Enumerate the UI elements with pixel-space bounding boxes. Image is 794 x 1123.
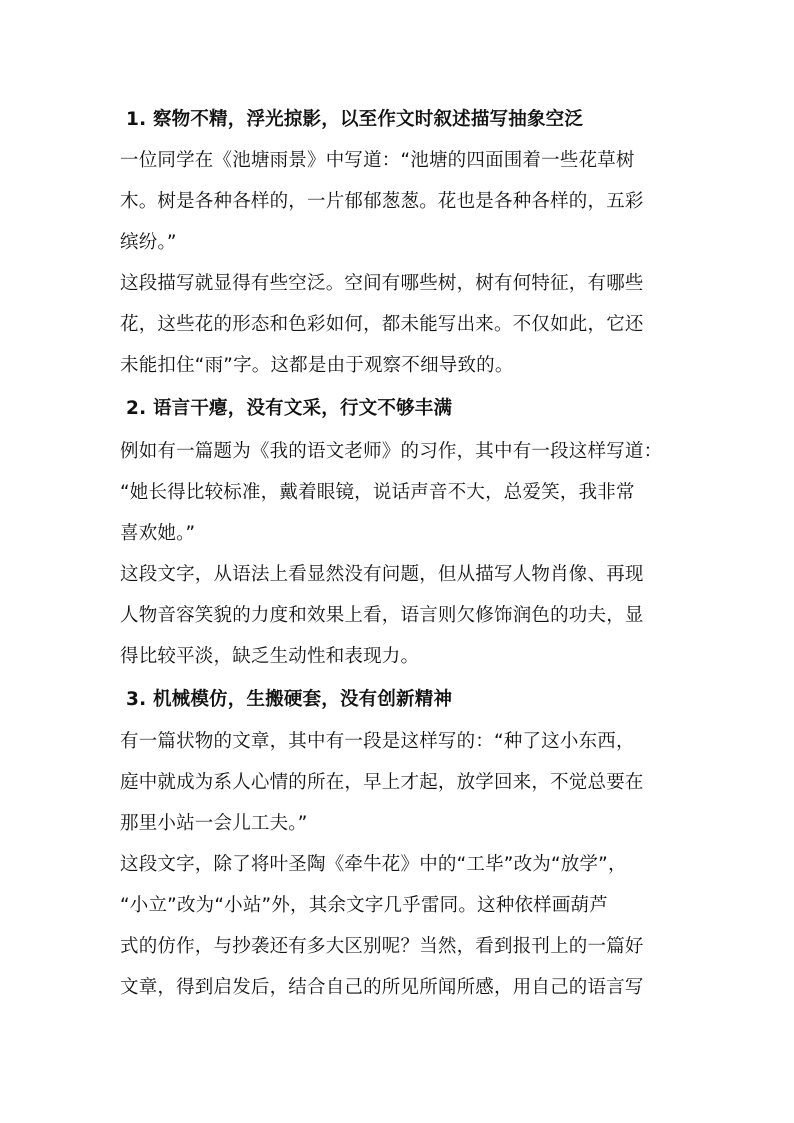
section-3-heading: 3. 机械模仿，生搬硬套，没有创新精神 <box>126 689 453 710</box>
paragraph-line: 缤纷。” <box>120 232 177 253</box>
section-1-heading: 1. 察物不精，浮光掠影，以至作文时叙述描写抽象空泛 <box>126 109 584 130</box>
paragraph-line: 木。树是各种各样的，一片郁郁葱葱。花也是各种各样的，五彩 <box>120 191 644 212</box>
paragraph-line: 这段文字，从语法上看显然没有问题，但从描写人物肖像、再现 <box>120 564 644 585</box>
paragraph-line: 文章，得到启发后，结合自己的所见所闻所感，用自己的语言写 <box>120 977 644 998</box>
paragraph-line: 庭中就成为系人心情的所在，早上才起，放学回来，不觉总要在 <box>120 772 644 793</box>
paragraph-line: 这段文字，除了将叶圣陶《牵牛花》中的“工毕”改为“放学”， <box>120 854 627 875</box>
paragraph-line: 喜欢她。” <box>120 523 196 544</box>
paragraph-line: 得比较平淡，缺乏生动性和表现力。 <box>120 646 420 667</box>
paragraph-line: 有一篇状物的文章，其中有一段是这样写的：“种了这小东西， <box>120 731 635 752</box>
paragraph-line: 这段描写就显得有些空泛。空间有哪些树，树有何特征，有哪些 <box>120 273 644 294</box>
paragraph-line: 未能扣住“雨”字。这都是由于观察不细导致的。 <box>120 355 514 376</box>
paragraph-line: 一位同学在《池塘雨景》中写道：“池塘的四面围着一些花草树 <box>120 150 635 171</box>
paragraph-line: 例如有一篇题为《我的语文老师》的习作，其中有一段这样写道： <box>120 441 663 462</box>
paragraph-line: 那里小站一会儿工夫。” <box>120 813 308 834</box>
paragraph-line: 式的仿作，与抄袭还有多大区别呢？当然，看到报刊上的一篇好 <box>120 936 644 957</box>
paragraph-line: 人物音容笑貌的力度和效果上看，语言则欠修饰润色的功夫，显 <box>120 605 644 626</box>
paragraph-line: “小立”改为“小站”外，其余文字几乎雷同。这种依样画葫芦 <box>120 895 608 916</box>
paragraph-line: 花，这些花的形态和色彩如何，都未能写出来。不仅如此，它还 <box>120 314 644 335</box>
section-2-heading: 2. 语言干瘪，没有文采，行文不够丰满 <box>126 398 453 419</box>
paragraph-line: “她长得比较标准，戴着眼镜，说话声音不大，总爱笑，我非常 <box>120 482 635 503</box>
